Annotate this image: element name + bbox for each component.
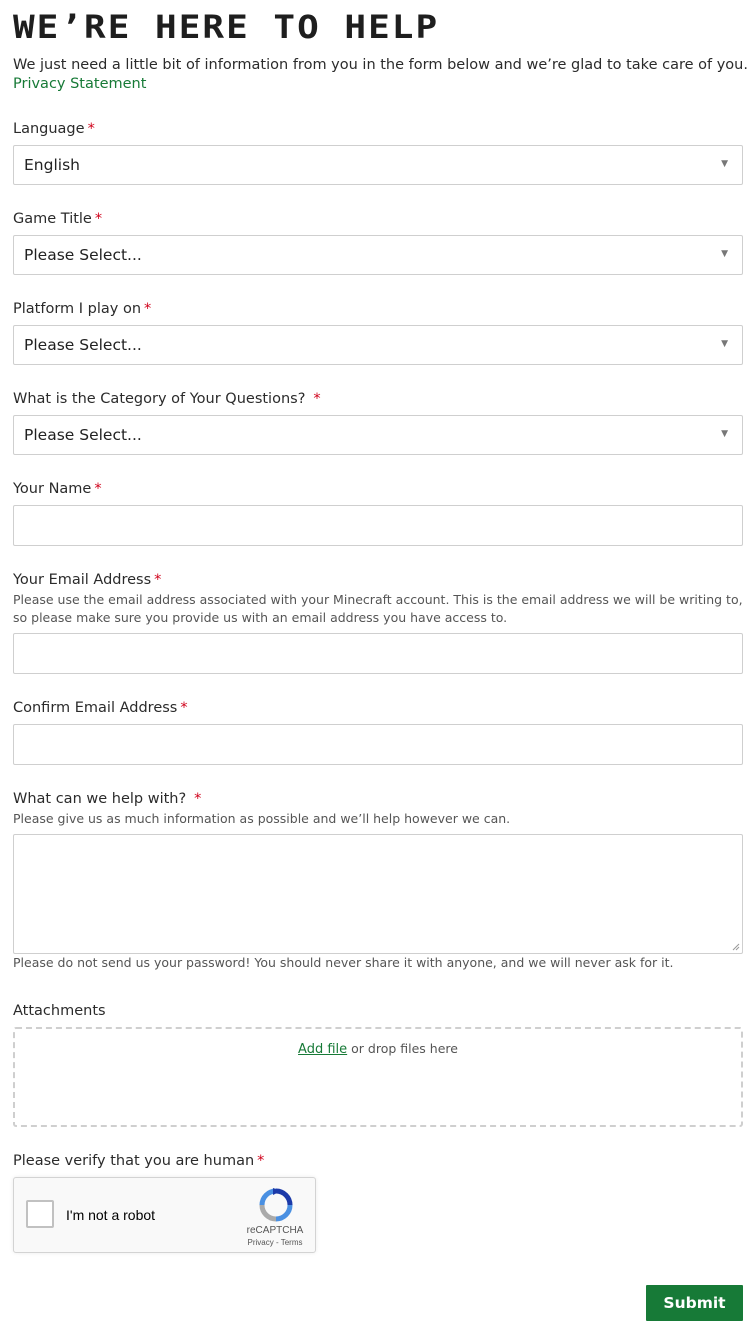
email-label-text: Your Email Address — [13, 572, 152, 588]
privacy-statement-link[interactable]: Privacy Statement — [13, 76, 147, 92]
category-select-value: Please Select... — [24, 426, 142, 444]
language-select-value: English — [24, 156, 80, 174]
recaptcha-link-separator: - — [273, 1238, 281, 1247]
help-textarea[interactable] — [13, 834, 743, 954]
platform-select[interactable] — [13, 325, 743, 365]
confirm-email-label-text: Confirm Email Address — [13, 700, 178, 716]
password-warning: Please do not send us your password! You should never share it with anyone, and we will never ask for it. — [13, 955, 674, 970]
help-label — [13, 791, 201, 807]
caret-down-icon: ▼ — [721, 339, 728, 349]
required-mark: * — [94, 481, 102, 497]
caret-down-icon: ▼ — [721, 249, 728, 259]
required-mark: * — [180, 700, 188, 716]
verify-label-text: Please verify that you are human — [13, 1153, 255, 1169]
email-hint: Please use the email address associated with your Minecraft account. This is the email address we will be writing to, so please make sure you provide us with an email address you have access to. — [13, 592, 743, 625]
game-title-label — [13, 211, 102, 227]
page-title: WE’RE HERE TO HELP — [13, 9, 440, 47]
name-input[interactable] — [13, 505, 743, 546]
recaptcha-label: I'm not a robot — [66, 1207, 156, 1223]
required-mark: * — [257, 1153, 265, 1169]
language-select[interactable] — [13, 145, 743, 185]
recaptcha-brand: reCAPTCHA — [246, 1225, 304, 1236]
platform-label-text: Platform I play on — [13, 301, 142, 317]
submit-button[interactable]: Submit — [646, 1285, 743, 1321]
dropzone-text — [15, 1041, 741, 1057]
required-mark: * — [94, 211, 103, 227]
add-file-link[interactable]: Add file — [298, 1042, 348, 1057]
category-select[interactable] — [13, 415, 743, 455]
name-label-text: Your Name — [13, 481, 92, 497]
caret-down-icon: ▼ — [721, 159, 728, 169]
required-mark: * — [144, 301, 152, 317]
platform-label — [13, 301, 151, 317]
name-label — [13, 481, 102, 497]
caret-down-icon: ▼ — [721, 429, 728, 439]
recaptcha-links — [240, 1238, 310, 1247]
platform-select-value: Please Select... — [24, 336, 142, 354]
recaptcha-widget — [13, 1177, 316, 1253]
confirm-email-label — [13, 700, 188, 716]
required-mark: * — [87, 121, 95, 137]
required-mark: * — [194, 791, 202, 807]
required-mark: * — [313, 391, 321, 407]
recaptcha-privacy-link[interactable]: Privacy — [247, 1238, 274, 1247]
category-label-text: What is the Category of Your Questions? — [13, 391, 306, 407]
confirm-email-input[interactable] — [13, 724, 743, 765]
game-title-select-value: Please Select... — [24, 246, 142, 264]
help-hint: Please give us as much information as possible and we’ll help however we can. — [13, 811, 511, 826]
attachments-dropzone[interactable] — [13, 1027, 743, 1127]
required-mark: * — [154, 572, 162, 588]
category-label — [13, 391, 321, 407]
verify-label — [13, 1153, 264, 1169]
language-label-text: Language — [13, 121, 85, 137]
help-label-text: What can we help with? — [13, 791, 187, 807]
resize-handle-icon[interactable] — [731, 942, 740, 951]
email-input[interactable] — [13, 633, 743, 674]
recaptcha-terms-link[interactable]: Terms — [280, 1238, 303, 1247]
game-title-select[interactable] — [13, 235, 743, 275]
recaptcha-checkbox[interactable] — [26, 1200, 54, 1228]
intro-text: We just need a little bit of information from you in the form below and we’re glad to take care of you. — [13, 57, 748, 73]
attachments-label: Attachments — [13, 1003, 106, 1019]
game-title-label-text: Game Title — [13, 211, 92, 227]
email-label — [13, 572, 161, 588]
drop-files-text: or drop files here — [347, 1041, 458, 1056]
recaptcha-logo-icon — [259, 1188, 293, 1222]
language-label — [13, 121, 95, 137]
